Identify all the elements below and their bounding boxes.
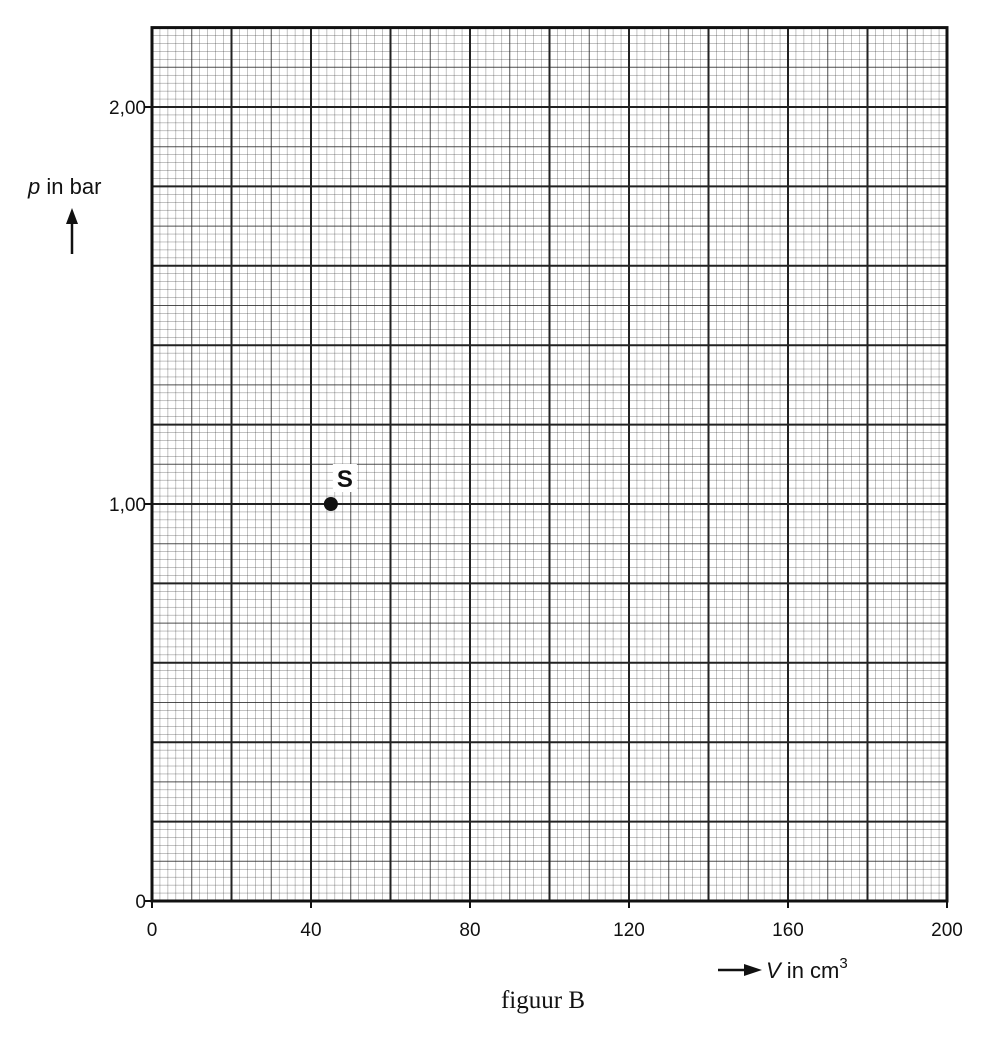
x-axis-label-text: in cm — [780, 958, 840, 983]
x-axis-symbol: V — [766, 958, 781, 983]
x-axis-ticks — [147, 901, 963, 941]
x-tick-label: 120 — [613, 920, 645, 941]
y-axis-ticks — [109, 98, 152, 913]
figure-caption: figuur B — [500, 987, 586, 1014]
y-axis-label-text: in bar — [40, 174, 102, 199]
x-tick-label: 0 — [146, 920, 158, 941]
y-axis-title — [27, 174, 101, 199]
y-tick-label: 1,00 — [109, 495, 146, 516]
x-tick-label: 160 — [772, 920, 804, 941]
point-label: S — [336, 466, 353, 493]
data-point — [324, 497, 338, 511]
y-axis-symbol: p — [28, 174, 41, 199]
y-tick-label: 0 — [135, 892, 146, 913]
y-axis-arrow-icon — [66, 208, 78, 254]
x-tick-label: 80 — [459, 920, 481, 941]
x-axis-arrow-icon — [718, 964, 762, 976]
y-tick-label: 2,00 — [109, 98, 146, 119]
x-axis-title — [766, 955, 848, 983]
x-axis-unit-exponent: 3 — [839, 955, 848, 972]
x-tick-label: 200 — [931, 920, 963, 941]
x-tick-label: 40 — [300, 920, 322, 941]
